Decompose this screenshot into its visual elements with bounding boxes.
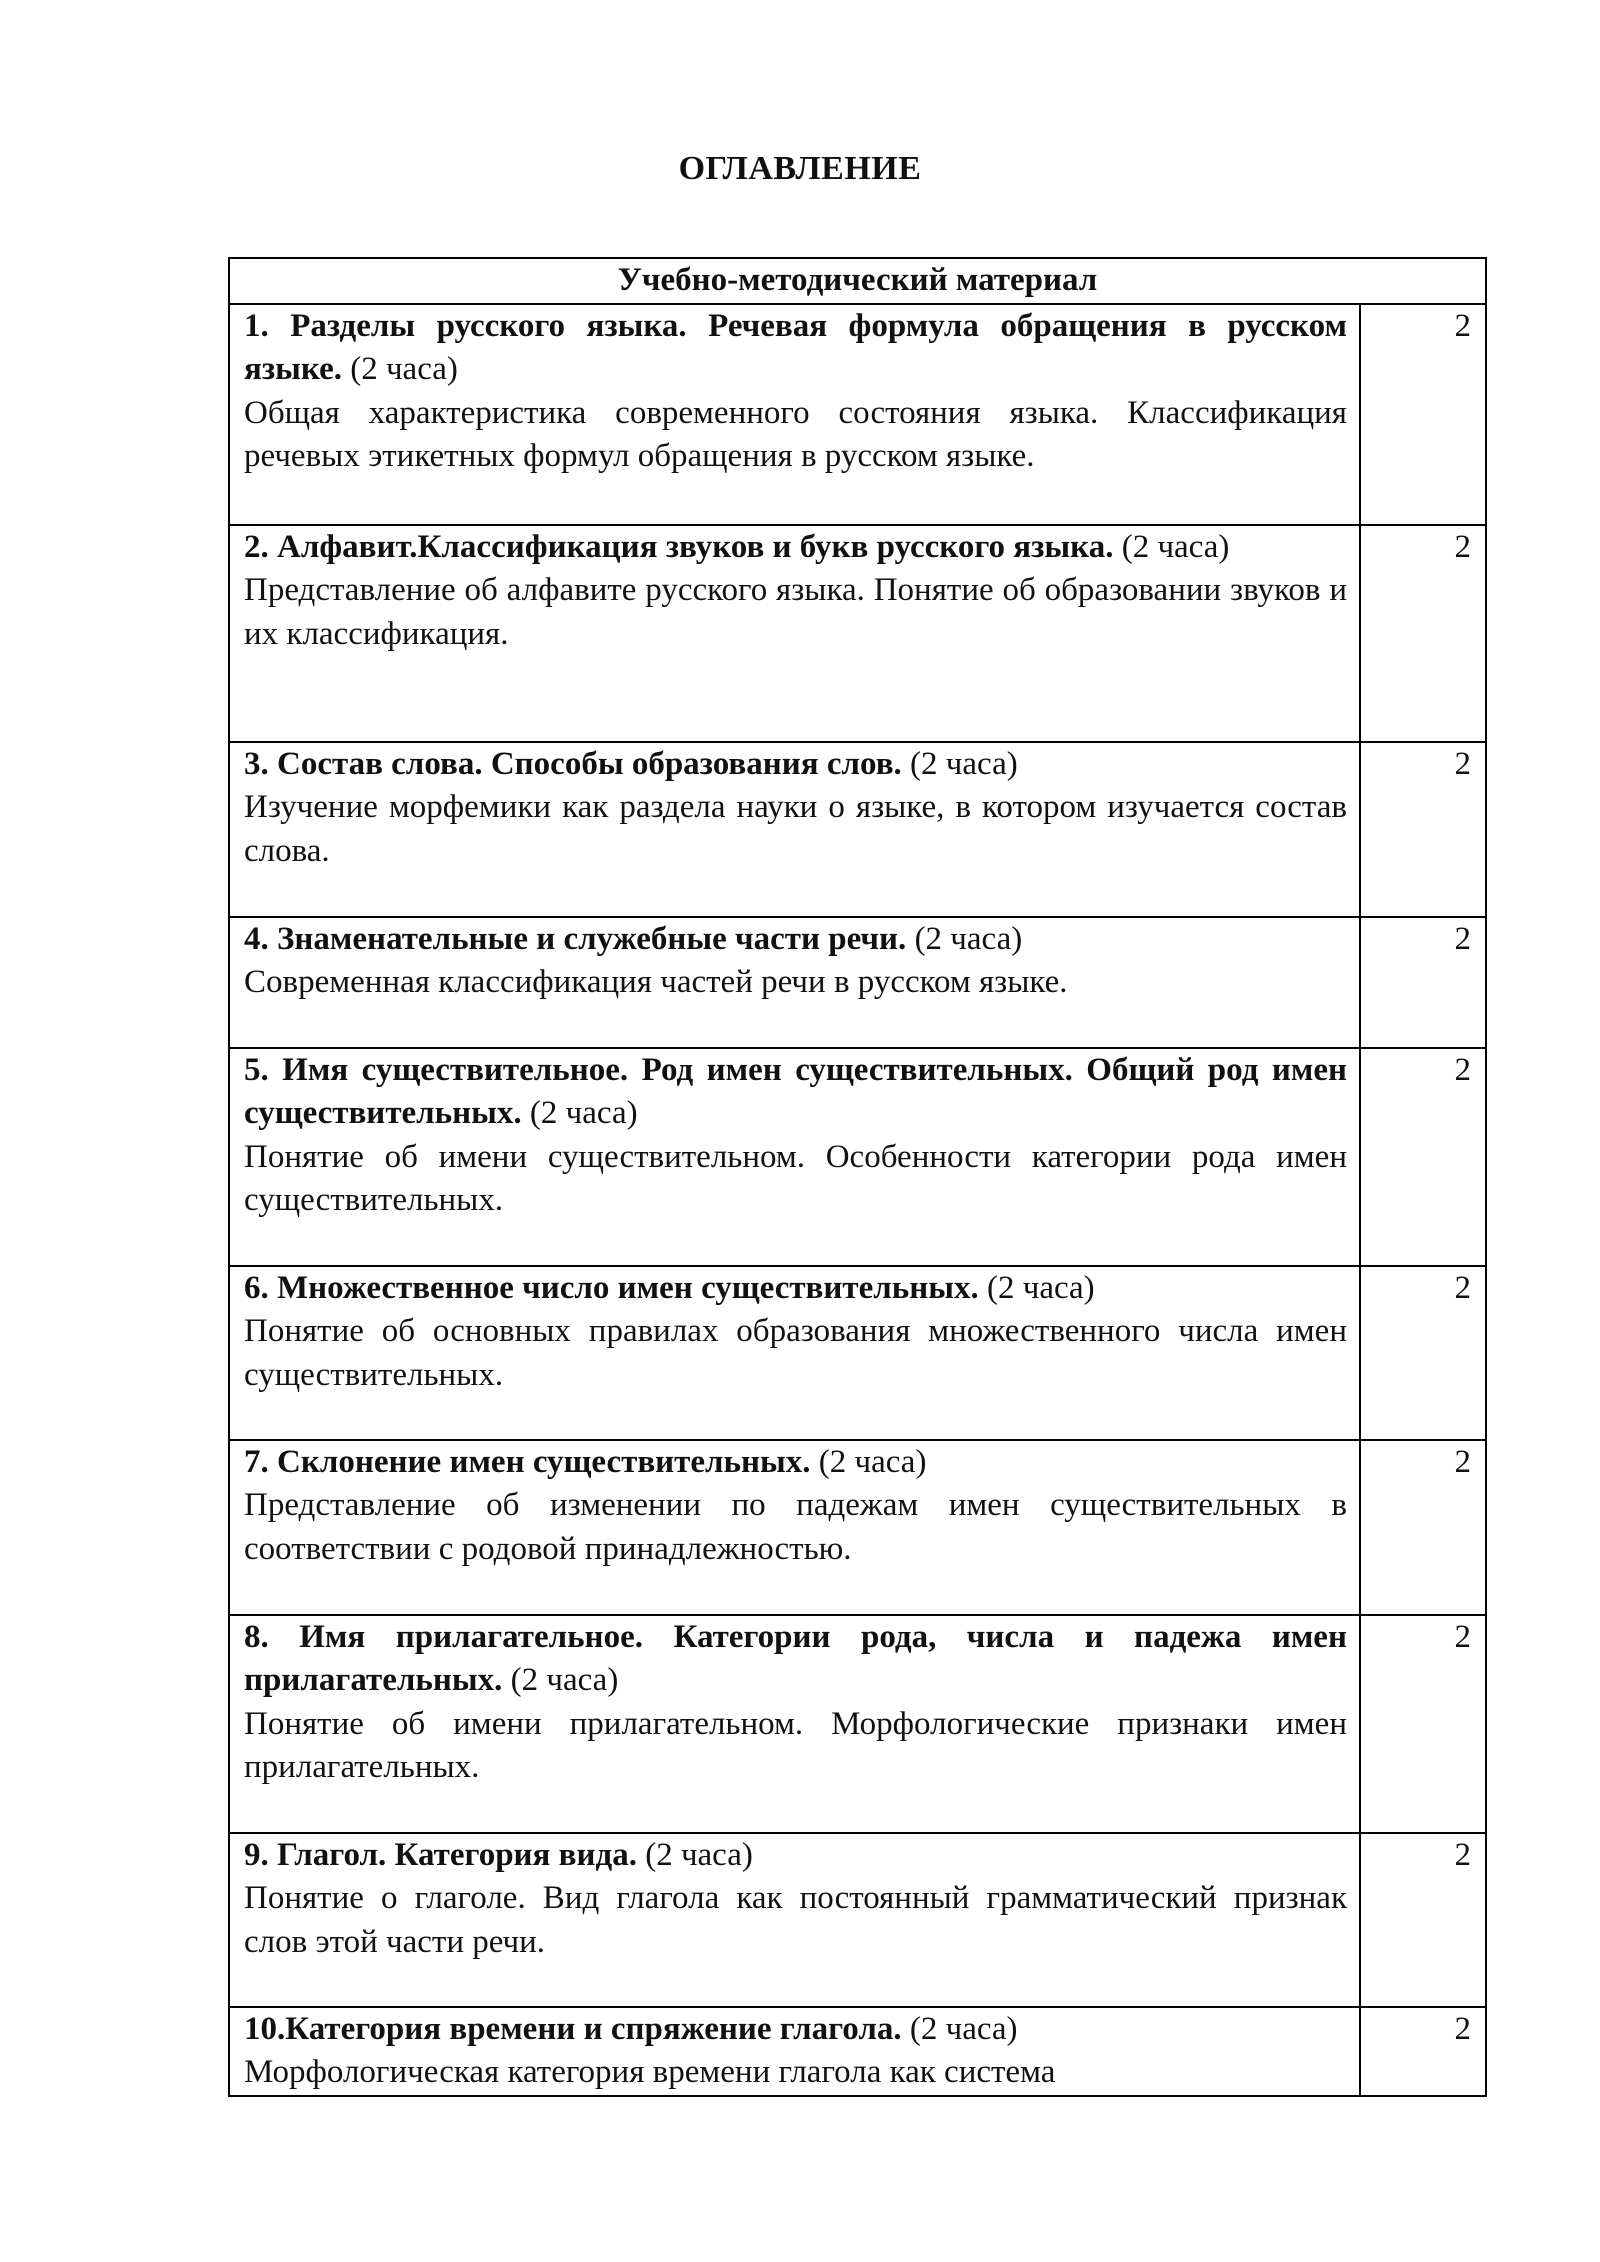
table-row [229, 1615, 1486, 1833]
topic-cell [229, 917, 1360, 1048]
topic-description: Понятие о глаголе. Вид глагола как постоянный грамматический признак слов этой части речи. [244, 1880, 1347, 1960]
topic-title: 10.Категория времени и спряжение глагола. [244, 2010, 902, 2047]
topic-duration: (2 часа) [1121, 528, 1230, 565]
hours-value: 2 [1360, 742, 1486, 917]
table-row [229, 1833, 1486, 2007]
topic-cell [229, 2007, 1360, 2096]
topic-title: 9. Глагол. Категория вида. [244, 1836, 637, 1873]
topic-duration: (2 часа) [510, 1662, 619, 1698]
topic-title: 7. Склонение имен существительных. [244, 1443, 811, 1480]
topic-duration: (2 часа) [350, 351, 458, 387]
toc-table [228, 257, 1487, 2097]
hours-value: 2 [1360, 304, 1486, 525]
topic-description: Представление об изменении по падежам имен существительных в соответствии с родовой принадлежностью. [244, 1487, 1347, 1567]
table-row [229, 1266, 1486, 1440]
topic-cell [229, 1266, 1360, 1440]
topic-description: Изучение морфемики как раздела науки о языке, в котором изучается состав слова. [244, 789, 1347, 869]
topic-duration: (2 часа) [909, 2010, 1018, 2047]
hours-value: 2 [1360, 917, 1486, 1048]
topic-cell [229, 1833, 1360, 2007]
topic-title: 1. Разделы русского языка. Речевая формула обращения в русском языке. [244, 307, 1347, 387]
topic-duration: (2 часа) [818, 1443, 927, 1480]
topic-description: Представление об алфавите русского языка. Понятие об образовании звуков и их классификация. [244, 572, 1347, 652]
topic-cell [229, 1615, 1360, 1833]
topic-title: 4. Знаменательные и служебные части речи. [244, 920, 907, 957]
topic-cell [229, 525, 1360, 742]
topic-cell [229, 304, 1360, 525]
table-row [229, 2007, 1486, 2096]
table-row [229, 304, 1486, 525]
topic-duration: (2 часа) [986, 1269, 1095, 1306]
hours-value: 2 [1360, 1440, 1486, 1615]
table-header: Учебно-методический материал [229, 258, 1486, 304]
hours-value: 2 [1360, 525, 1486, 742]
topic-duration: (2 часа) [529, 1095, 638, 1131]
topic-title: 8. Имя прилагательное. Категории рода, числа и падежа имен прилагательных. [244, 1618, 1347, 1698]
page-title: ОГЛАВЛЕНИЕ [678, 150, 922, 187]
topic-description: Понятие об имени существительном. Особенности категории рода имен существительных. [244, 1138, 1347, 1218]
topic-cell [229, 742, 1360, 917]
hours-value: 2 [1360, 1048, 1486, 1266]
table-row [229, 1440, 1486, 1615]
hours-value: 2 [1360, 2007, 1486, 2096]
table-row [229, 917, 1486, 1048]
table-row [229, 525, 1486, 742]
hours-value: 2 [1360, 1266, 1486, 1440]
topic-duration: (2 часа) [910, 745, 1018, 782]
table-header-row [229, 258, 1486, 304]
topic-title: 3. Состав слова. Способы образования слов. [244, 745, 902, 782]
topic-cell [229, 1440, 1360, 1615]
topic-description: Морфологическая категория времени глагола как система [244, 2054, 1056, 2090]
topic-cell [229, 1048, 1360, 1266]
topic-duration: (2 часа) [645, 1836, 753, 1873]
topic-description: Понятие об основных правилах образования множественного числа имен существительных. [244, 1313, 1347, 1393]
topic-description: Современная классификация частей речи в русском языке. [244, 964, 1068, 1000]
table-row [229, 1048, 1486, 1266]
topic-description: Понятие об имени прилагательном. Морфологические признаки имен прилагательных. [244, 1705, 1347, 1785]
topic-description: Общая характеристика современного состояния языка. Классификация речевых этикетных формул обращения в русском языке. [244, 394, 1347, 474]
topic-title: 5. Имя существительное. Род имен существительных. Общий род имен существительных. [244, 1051, 1347, 1131]
table-row [229, 742, 1486, 917]
topic-duration: (2 часа) [914, 920, 1023, 957]
hours-value: 2 [1360, 1833, 1486, 2007]
topic-title: 2. Алфавит.Классификация звуков и букв русского языка. [244, 528, 1114, 565]
hours-value: 2 [1360, 1615, 1486, 1833]
topic-title: 6. Множественное число имен существительных. [244, 1269, 979, 1306]
